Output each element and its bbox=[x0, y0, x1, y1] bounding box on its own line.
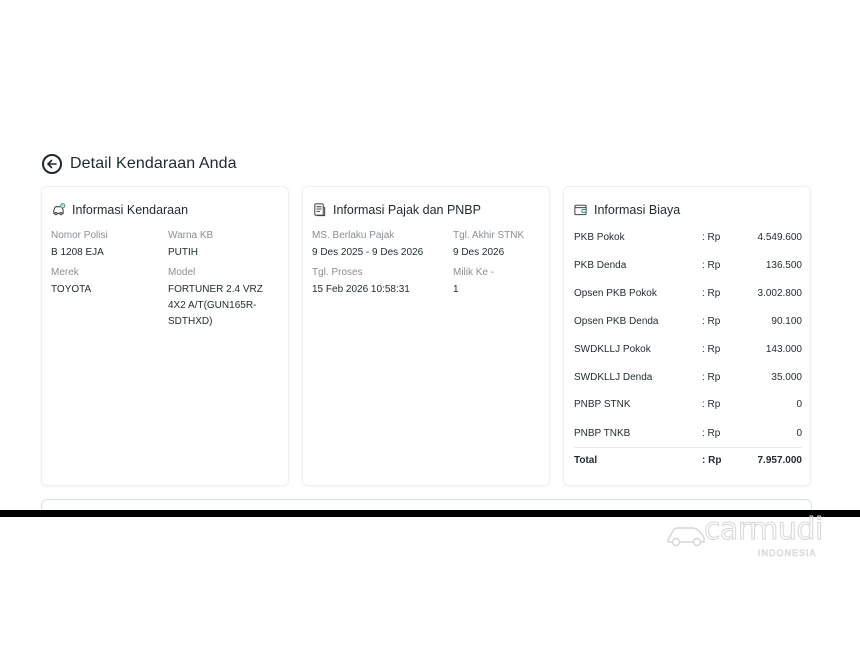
cost-value: 4.549.600 bbox=[757, 232, 802, 243]
field-value: 9 Des 2025 - 9 Des 2026 bbox=[312, 247, 424, 258]
field-tgl-akhir-stnk bbox=[453, 229, 548, 261]
cost-row-opsen-pkb-denda bbox=[574, 316, 802, 332]
field-label: Nomor Polisi bbox=[51, 230, 108, 241]
cost-label: PKB Denda bbox=[574, 260, 627, 271]
field-label: Model bbox=[168, 267, 196, 278]
cost-label: SWDKLLJ Pokok bbox=[574, 344, 651, 355]
field-value: 15 Feb 2026 10:58:31 bbox=[312, 284, 410, 295]
vehicle-info-card bbox=[41, 186, 289, 486]
cost-row-pnbp-stnk bbox=[574, 399, 802, 415]
cost-currency: : Rp bbox=[702, 372, 721, 383]
total-value: 7.957.000 bbox=[757, 455, 802, 466]
field-value: B 1208 EJA bbox=[51, 247, 104, 258]
field-label: Tgl. Akhir STNK bbox=[453, 230, 525, 241]
field-tgl-proses bbox=[312, 266, 447, 298]
cost-value: 0 bbox=[796, 428, 802, 439]
cost-value: 0 bbox=[796, 399, 802, 410]
field-value: PUTIH bbox=[168, 247, 198, 258]
cost-label: Opsen PKB Pokok bbox=[574, 288, 657, 299]
tax-info-header bbox=[312, 202, 481, 217]
cost-currency: : Rp bbox=[702, 232, 721, 243]
field-label: Warna KB bbox=[168, 230, 214, 241]
cost-row-pkb-pokok bbox=[574, 232, 802, 248]
vehicle-info-title: Informasi Kendaraan bbox=[72, 202, 189, 217]
cost-info-header bbox=[573, 202, 680, 217]
vehicle-info-header bbox=[51, 202, 188, 217]
cost-row-opsen-pkb-pokok bbox=[574, 288, 802, 304]
car-logo-icon bbox=[664, 520, 708, 548]
field-merek bbox=[51, 266, 163, 298]
cost-currency: : Rp bbox=[702, 260, 721, 271]
car-icon bbox=[51, 202, 66, 217]
cost-currency: : Rp bbox=[702, 344, 721, 355]
cost-currency: : Rp bbox=[702, 428, 721, 439]
cost-info-card bbox=[563, 186, 811, 486]
field-label: Merek bbox=[51, 267, 79, 278]
arrow-left-icon bbox=[46, 158, 58, 170]
page-title: Detail Kendaraan Anda bbox=[70, 155, 237, 172]
watermark-brand: carmudi bbox=[704, 512, 823, 547]
total-label: Total bbox=[574, 455, 598, 466]
cost-label: SWDKLLJ Denda bbox=[574, 372, 653, 383]
cost-value: 136.500 bbox=[765, 260, 802, 271]
cost-currency: : Rp bbox=[702, 316, 721, 327]
cost-label: PKB Pokok bbox=[574, 232, 625, 243]
field-warna-kb bbox=[168, 229, 280, 261]
cost-currency: : Rp bbox=[702, 399, 721, 410]
field-ms-berlaku-pajak bbox=[312, 229, 447, 261]
field-value: TOYOTA bbox=[51, 284, 92, 295]
cost-currency: : Rp bbox=[702, 455, 722, 466]
wallet-icon bbox=[573, 202, 588, 217]
cost-value: 3.002.800 bbox=[757, 288, 802, 299]
cost-label: PNBP TNKB bbox=[574, 428, 631, 439]
cost-row-pnbp-tnkb bbox=[574, 428, 802, 444]
field-model bbox=[168, 266, 268, 330]
cost-currency: : Rp bbox=[702, 288, 721, 299]
back-button[interactable] bbox=[42, 154, 62, 174]
cost-row-swdkllj-denda bbox=[574, 372, 802, 388]
field-label: Tgl. Proses bbox=[312, 267, 363, 278]
cost-row-pkb-denda bbox=[574, 260, 802, 276]
tax-info-title: Informasi Pajak dan PNBP bbox=[333, 202, 481, 217]
cost-row-total bbox=[574, 455, 802, 471]
field-milik-ke bbox=[453, 266, 548, 298]
total-divider bbox=[574, 447, 802, 448]
field-value: 9 Des 2026 bbox=[453, 247, 505, 258]
cost-info-title: Informasi Biaya bbox=[594, 202, 681, 217]
field-label: Milik Ke - bbox=[453, 267, 495, 278]
cost-row-swdkllj-pokok bbox=[574, 344, 802, 360]
cost-value: 90.100 bbox=[771, 316, 802, 327]
cost-value: 143.000 bbox=[765, 344, 802, 355]
cost-label: PNBP STNK bbox=[574, 399, 631, 410]
watermark-sub: INDONESIA bbox=[758, 548, 817, 558]
page-header bbox=[42, 154, 237, 174]
field-value: FORTUNER 2.4 VRZ 4X2 A/T(GUN165R-SDTHXD) bbox=[168, 284, 263, 327]
brand-watermark bbox=[664, 512, 844, 562]
field-label: MS. Berlaku Pajak bbox=[312, 230, 395, 241]
cost-value: 35.000 bbox=[771, 372, 802, 383]
document-icon bbox=[312, 202, 327, 217]
field-value: 1 bbox=[453, 284, 459, 295]
cost-label: Opsen PKB Denda bbox=[574, 316, 659, 327]
field-nomor-polisi bbox=[51, 229, 163, 261]
tax-info-card bbox=[302, 186, 550, 486]
